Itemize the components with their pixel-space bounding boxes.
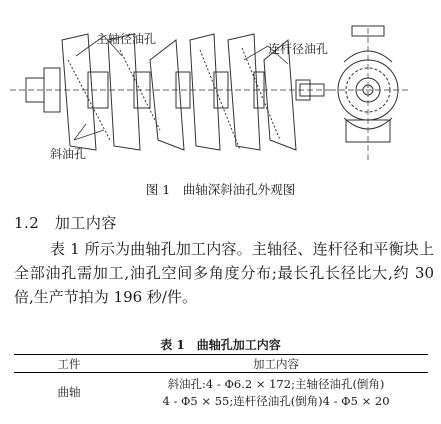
label-conrod-journal-oil-hole: 连杆径油孔: [268, 42, 329, 56]
header-part: 工件: [14, 355, 124, 373]
content-line-2: 4 - Φ5 × 55;连杆径油孔(倒角)4 - Φ5 × 20: [162, 394, 390, 408]
section-heading: 1.2 加工内容: [14, 214, 117, 232]
figure-caption: 图 1 曲轴深斜油孔外观图: [145, 182, 296, 197]
table-header-row: [14, 355, 428, 373]
cell-part: 曲轴: [57, 384, 81, 399]
label-inclined-oil-hole: 斜油孔: [50, 147, 87, 161]
table-row: [14, 373, 428, 411]
crankshaft-figure: [0, 0, 441, 205]
machining-content-table: [14, 354, 428, 410]
content-line-1: 斜油孔:4 - Φ6.2 × 172;主轴径油孔(倒角): [167, 377, 385, 391]
table-caption: 表 1 曲轴孔加工内容: [160, 338, 281, 352]
cell-content: [124, 373, 428, 411]
label-main-journal-oil-hole: 主轴径油孔: [96, 32, 157, 46]
header-content: 加工内容: [124, 355, 428, 373]
section-paragraph: 表 1 所示为曲轴孔加工内容。主轴径、连杆径和平衡块上全部油孔需加工,油孔空间多角度分布;最长孔长径比大,约 30 倍,生产节拍为 196 秒/件。: [14, 240, 434, 306]
